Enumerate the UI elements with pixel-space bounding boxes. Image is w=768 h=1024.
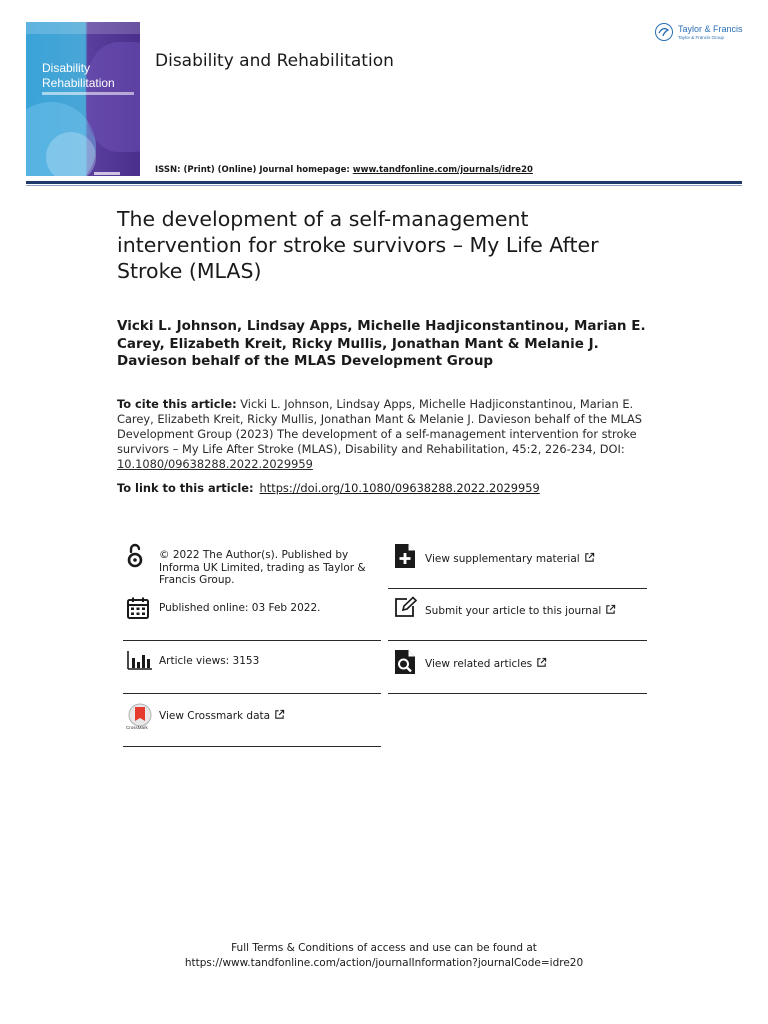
edit-icon bbox=[394, 596, 420, 622]
publisher-name: Taylor & Francis bbox=[678, 24, 743, 34]
citation-block bbox=[117, 397, 645, 472]
journal-homepage-link[interactable]: www.tandfonline.com/journals/idre20 bbox=[352, 165, 533, 175]
supplementary-icon bbox=[394, 543, 420, 569]
box-divider bbox=[123, 640, 381, 641]
publisher-group: Taylor & Francis Group bbox=[678, 35, 725, 40]
view-related-link[interactable]: View related articles bbox=[425, 657, 655, 671]
journal-cover-image bbox=[26, 22, 140, 176]
issn-line bbox=[155, 165, 533, 175]
external-link-icon bbox=[274, 709, 285, 720]
bar-chart-icon bbox=[127, 650, 153, 676]
link-label: To link to this article: bbox=[117, 481, 254, 495]
search-doc-icon bbox=[394, 649, 420, 675]
calendar-icon bbox=[126, 596, 152, 622]
submit-article-link[interactable]: Submit your article to this journal bbox=[425, 604, 655, 618]
header-rule-thin bbox=[26, 185, 742, 186]
journal-title: Disability and Rehabilitation bbox=[155, 51, 394, 71]
box-divider bbox=[388, 588, 647, 589]
footer-terms-url[interactable]: https://www.tandfonline.com/action/journalInformation?journalCode=idre20 bbox=[184, 957, 584, 969]
article-authors: Vicki L. Johnson, Lindsay Apps, Michelle Hadjiconstantinou, Marian E. Carey, Elizabeth Kreit, Ricky Mullis, Jonathan Mant & Melanie J. Davieson behalf of the MLAS Development Group bbox=[117, 318, 646, 369]
cover-title-line1: Disability bbox=[42, 61, 91, 75]
box-divider bbox=[123, 693, 381, 694]
view-crossmark-link[interactable]: View Crossmark data bbox=[159, 709, 384, 723]
box-divider bbox=[123, 746, 381, 747]
external-link-icon bbox=[605, 604, 616, 615]
article-views: Article views: 3153 bbox=[159, 655, 260, 667]
taylor-francis-logo-icon bbox=[655, 23, 673, 41]
published-date: Published online: 03 Feb 2022. bbox=[159, 602, 321, 614]
publisher-logo bbox=[654, 22, 750, 48]
crossmark-icon[interactable] bbox=[127, 703, 153, 733]
external-link-icon bbox=[584, 552, 595, 563]
cover-title-line2: Rehabilitation bbox=[42, 76, 115, 90]
header-rule bbox=[26, 181, 742, 184]
issn-text: ISSN: (Print) (Online) Journal homepage: bbox=[155, 165, 353, 175]
article-doi-link[interactable]: https://doi.org/10.1080/09638288.2022.2029959 bbox=[259, 481, 540, 495]
citation-text: Vicki L. Johnson, Lindsay Apps, Michelle Hadjiconstantinou, Marian E. Carey, Elizabeth Kreit, Ricky Mullis, Jonathan Mant & Melanie J. Davieson behalf of the MLAS Development Group (2023) The development of a self-management intervention for stroke survivors – My Life After Stroke (MLAS), Disability and Rehabilitation, 45:2, 226-234, DOI: bbox=[117, 397, 643, 456]
box-divider bbox=[388, 640, 647, 641]
article-link-line bbox=[117, 481, 677, 496]
open-access-statement: © 2022 The Author(s). Published by Informa UK Limited, trading as Taylor & Francis Group. bbox=[159, 549, 366, 586]
box-divider bbox=[388, 693, 647, 694]
open-access-icon bbox=[123, 543, 149, 569]
view-supplementary-link[interactable]: View supplementary material bbox=[425, 552, 655, 566]
citation-label: To cite this article: bbox=[117, 397, 237, 411]
crossmark-badge-label: CrossMark bbox=[126, 725, 148, 730]
footer-terms-line: Full Terms & Conditions of access and use can be found at bbox=[231, 942, 537, 954]
article-title: The development of a self-management intervention for stroke survivors – My Life After Stroke (MLAS) bbox=[117, 207, 599, 283]
citation-doi-link[interactable]: 10.1080/09638288.2022.2029959 bbox=[117, 457, 313, 471]
external-link-icon bbox=[536, 657, 547, 668]
